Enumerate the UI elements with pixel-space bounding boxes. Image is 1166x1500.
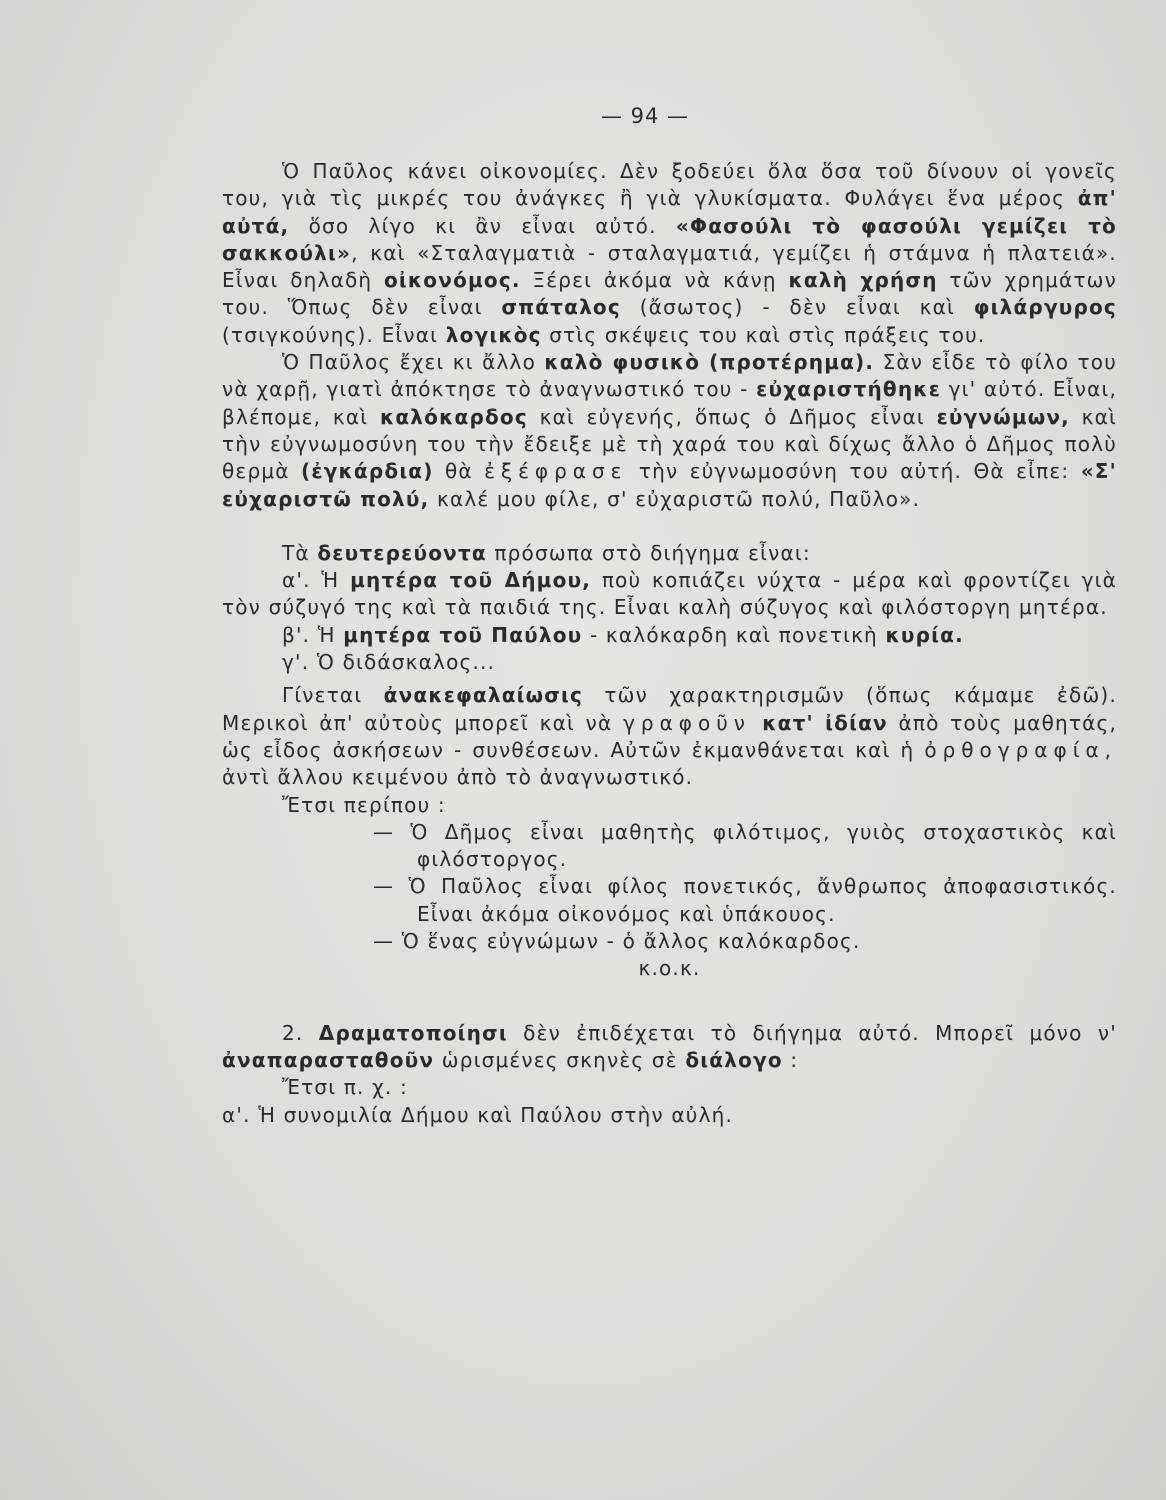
text: β'. Ἡ: [282, 622, 344, 647]
paragraph-recap: [222, 682, 1117, 791]
text: καλέ μου φίλε, σ' εὐχαριστῶ πολύ, Παῦλο».: [429, 486, 921, 511]
paragraph-pavlos-economy: [222, 158, 1117, 349]
text: στὶς σκέψεις του καὶ στὶς πράξεις του.: [541, 322, 986, 347]
dash-item-pavlos: — Ὁ Παῦλος εἶναι φίλος πονετικός, ἄνθρωπος ἀποφασιστικός. Εἶναι ἀκόμα οἰκονόμος καὶ ὑπάκουος.: [373, 874, 1117, 926]
text: ἀπὸ τοὺς μαθητάς, ὡς εἶδος ἀσκήσεων - συνθέσεων. Αὐτῶν ἐκμανθάνεται καὶ ἡ: [222, 710, 1117, 762]
bold-text: «Σ' εὐχαριστῶ πολύ,: [222, 459, 1117, 511]
dash-item-both: — Ὁ ἕνας εὐγνώμων - ὁ ἄλλος καλόκαρδος.: [373, 929, 861, 954]
text: (τσιγκούνης). Εἶναι: [222, 322, 446, 347]
bold-text: (ἐγκάρδια): [301, 459, 434, 484]
text: καὶ τὴν εὐγνωμοσύνη του τὴν ἔδειξε μὲ τὴ χαρά του καὶ δίχως ἄλλο ὁ Δῆμος πολὺ θερμὰ: [222, 404, 1118, 484]
etsi-periptou: Ἔτσι περίπου :: [282, 792, 446, 817]
kok: κ.ο.κ.: [638, 956, 701, 981]
bold-text: ἀναπαρασταθοῦν: [222, 1047, 435, 1072]
item-a: [222, 567, 1117, 622]
bold-text: ἀνακεφαλαίωσις: [383, 683, 584, 708]
text: ὅσο λίγο κι ἂν εἶναι αὐτό.: [289, 213, 676, 238]
text: Ὁ Παῦλος ἔχει κι ἄλλο: [282, 350, 545, 375]
bold-text: «Φασούλι τὸ φασούλι γεμίζει τὸ σακκούλι»: [222, 213, 1117, 265]
spaced-text: γραφοῦν: [623, 710, 751, 735]
bold-text: διάλογο: [685, 1047, 783, 1072]
paragraph-pavlos-virtue: [222, 349, 1117, 513]
last-line: α'. Ἡ συνομιλία Δήμου καὶ Παύλου στὴν αὐλή.: [222, 1102, 734, 1127]
item-b: [222, 622, 1117, 649]
bold-text: σπάταλος: [501, 295, 621, 320]
item-c: γ'. Ὁ διδάσκαλος...: [282, 650, 496, 675]
bold-text: Δραματοποίησι: [318, 1020, 508, 1045]
bold-text: κυρία.: [885, 622, 964, 647]
text: θὰ: [433, 459, 485, 484]
spaced-text: ἐξέφρασε: [484, 459, 628, 484]
bold-text: εὐχαριστήθηκε: [756, 377, 942, 402]
bold-text: καλὸ φυσικὸ (προτέρημα).: [544, 350, 875, 375]
text: 2.: [282, 1020, 319, 1045]
paragraph-secondary-characters: [222, 540, 1117, 567]
text: :: [782, 1047, 799, 1072]
bold-text: δευτερεύοντα: [317, 540, 487, 565]
bold-text: λογικὸς: [445, 322, 542, 347]
text: Γίνεται: [282, 683, 384, 708]
bold-text: μητέρα τοῦ Παύλου: [343, 622, 583, 647]
text: ποὺ κοπιάζει νύχτα - μέρα καὶ φροντίζει γιὰ τὸν σύζυγό της καὶ τὰ παιδιά της. Εἶναι καλὴ σύζυγος καὶ φιλόστοργη μητέρα.: [222, 568, 1117, 620]
text: καὶ εὐγενής, ὅπως ὁ Δῆμος εἶναι: [527, 404, 937, 429]
bold-text: μητέρα τοῦ Δήμου,: [350, 568, 592, 593]
text: δὲν ἐπιδέχεται τὸ διήγημα αὐτό. Μπορεῖ μόνο ν': [507, 1020, 1117, 1045]
text: πρόσωπα στὸ διήγημα εἶναι:: [486, 540, 811, 565]
bold-text: ἀπ' αὐτά,: [222, 186, 1117, 238]
text: α'. Ἡ: [282, 568, 351, 593]
bold-text: κατ' ἰδίαν: [750, 710, 888, 735]
etsi-px: Ἔτσι π. χ. :: [282, 1075, 408, 1100]
text: Τὰ: [282, 540, 318, 565]
text: (ἄσωτος) - δὲν εἶναι καὶ: [620, 295, 974, 320]
text: Ξέρει ἀκόμα νὰ κάνῃ: [520, 268, 789, 293]
page-body: [222, 158, 1117, 1129]
spaced-text: ὀρθογραφία,: [924, 737, 1117, 762]
text: ἀντὶ ἄλλου κειμένου ἀπὸ τὸ ἀναγνωστικό.: [222, 765, 694, 790]
text: τὴν εὐγνωμοσύνη του αὐτή. Θὰ εἶπε:: [627, 459, 1081, 484]
text: γι' αὐτό. Εἶναι, βλέπομε, καὶ: [222, 377, 1117, 429]
paragraph-dramatization: [222, 1020, 1117, 1075]
text: , καὶ «Σταλαγματιὰ - σταλαγματιά, γεμίζει ἡ στάμνα ἡ πλατειά». Εἶναι δηλαδὴ: [222, 240, 1117, 293]
bold-text: καλὴ χρήση: [788, 268, 938, 293]
text: ὡρισμένες σκηνὲς σὲ: [434, 1047, 686, 1072]
text: - καλόκαρδη καὶ πονετικὴ: [582, 622, 886, 647]
bold-text: φιλάργυρος: [973, 295, 1117, 320]
bold-text: οἰκονόμος.: [383, 268, 521, 293]
text: τῶν χαρακτηρισμῶν (ὅπως κάμαμε ἐδῶ). Μερικοὶ ἀπ' αὐτοὺς μπορεῖ καὶ νὰ: [222, 683, 1117, 735]
text: Σὰν εἶδε τὸ φίλο του νὰ χαρῇ, γιατὶ ἀπόκτησε τὸ ἀναγνωστικό του -: [222, 350, 1117, 402]
bold-text: εὐγνώμων,: [936, 404, 1070, 429]
dash-item-dimos: — Ὁ Δῆμος εἶναι μαθητὴς φιλότιμος, γυιὸς στοχαστικὸς καὶ φιλόστοργος.: [373, 819, 1117, 872]
text: τῶν χρημάτων του. Ὅπως δὲν εἶναι: [222, 268, 1118, 320]
text: Ὁ Παῦλος κάνει οἰκονομίες. Δὲν ξοδεύει ὅλα ὅσα τοῦ δίνουν οἱ γονεῖς του, γιὰ τὶς μικρές του ἀνάγκες ἢ γιὰ γλυκίσματα. Φυλάγει ἕνα μέρος: [222, 159, 1117, 211]
bold-text: καλόκαρδος: [379, 404, 528, 429]
page-number: — 94 —: [600, 104, 690, 128]
